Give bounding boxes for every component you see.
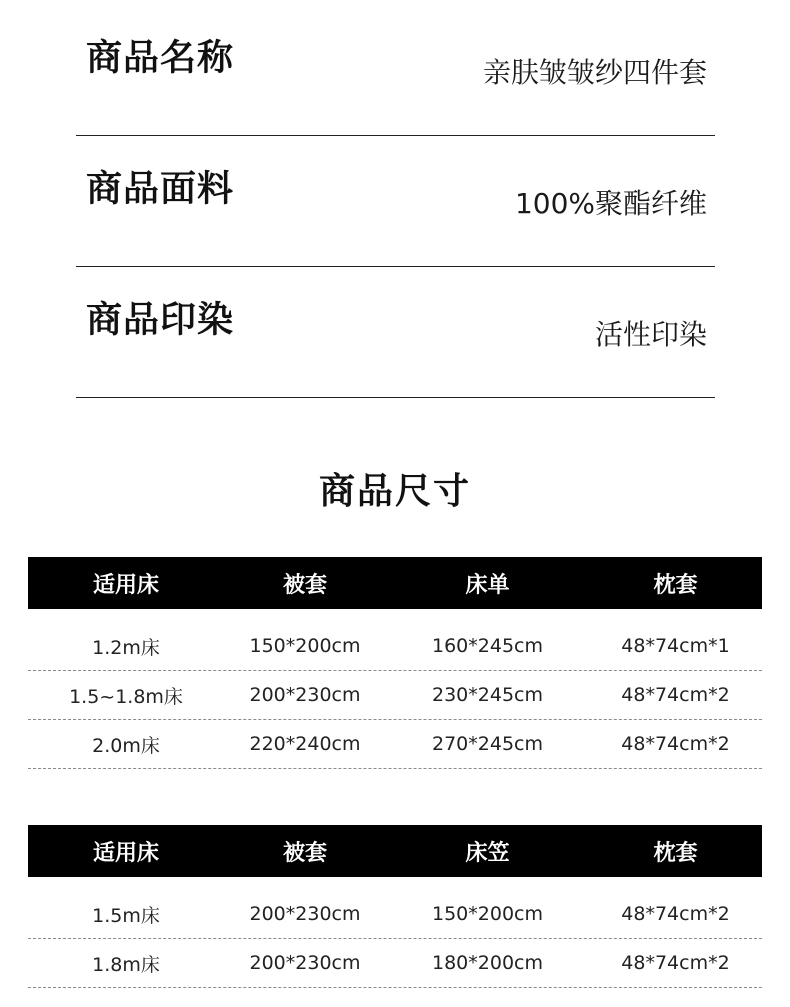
cell-fitted-sheet: 180*200cm: [432, 952, 543, 974]
cell-pillowcase: 48*74cm*2: [621, 952, 730, 974]
cell-bed: 1.5m床: [92, 904, 160, 927]
cell-bed: 1.8m床: [92, 953, 160, 976]
table-row: [28, 671, 762, 720]
table-row: [28, 720, 762, 769]
spec-value-name: 亲肤皱皱纱四件套: [482, 56, 707, 89]
cell-pillowcase: 48*74cm*1: [621, 635, 730, 657]
cell-sheet: 230*245cm: [432, 684, 543, 706]
header-bed: 适用床: [92, 572, 159, 598]
spec-label-dyeing: 商品印染: [86, 299, 235, 341]
spec-label-fabric: 商品面料: [86, 168, 235, 210]
spec-value-fabric: 100%聚酯纤维: [514, 187, 707, 220]
header-pillowcase: 枕套: [653, 572, 698, 598]
size-table-flat-sheet: [28, 557, 762, 769]
header-pillowcase: 枕套: [653, 840, 698, 866]
spec-row-dyeing: [76, 267, 715, 398]
cell-duvet-cover: 150*200cm: [249, 635, 361, 657]
spec-value-dyeing: 活性印染: [594, 318, 707, 351]
table-row: [28, 877, 762, 939]
cell-duvet-cover: 200*230cm: [249, 952, 361, 974]
table-header: [28, 557, 762, 609]
cell-pillowcase: 48*74cm*2: [621, 684, 730, 706]
cell-fitted-sheet: 150*200cm: [432, 903, 543, 925]
table-row: [28, 609, 762, 671]
table-row: [28, 939, 762, 988]
cell-bed: 1.5~1.8m床: [69, 685, 183, 708]
size-section-title: 商品尺寸: [318, 471, 471, 512]
spec-row-fabric: [76, 136, 715, 267]
cell-pillowcase: 48*74cm*2: [621, 903, 730, 925]
cell-duvet-cover: 200*230cm: [249, 684, 361, 706]
cell-bed: 1.2m床: [92, 636, 160, 659]
header-bed: 适用床: [92, 840, 159, 866]
spec-label-name: 商品名称: [86, 37, 235, 79]
cell-sheet: 270*245cm: [432, 733, 543, 755]
cell-duvet-cover: 220*240cm: [249, 733, 361, 755]
cell-sheet: 160*245cm: [432, 635, 543, 657]
size-table-fitted-sheet: [28, 825, 762, 988]
cell-duvet-cover: 200*230cm: [249, 903, 361, 925]
header-duvet-cover: 被套: [282, 572, 327, 598]
header-sheet: 床单: [465, 572, 510, 598]
header-duvet-cover: 被套: [282, 840, 327, 866]
cell-bed: 2.0m床: [92, 734, 160, 757]
spec-row-name: [76, 5, 715, 136]
header-fitted-sheet: 床笠: [465, 840, 510, 866]
cell-pillowcase: 48*74cm*2: [621, 733, 730, 755]
table-header: [28, 825, 762, 877]
